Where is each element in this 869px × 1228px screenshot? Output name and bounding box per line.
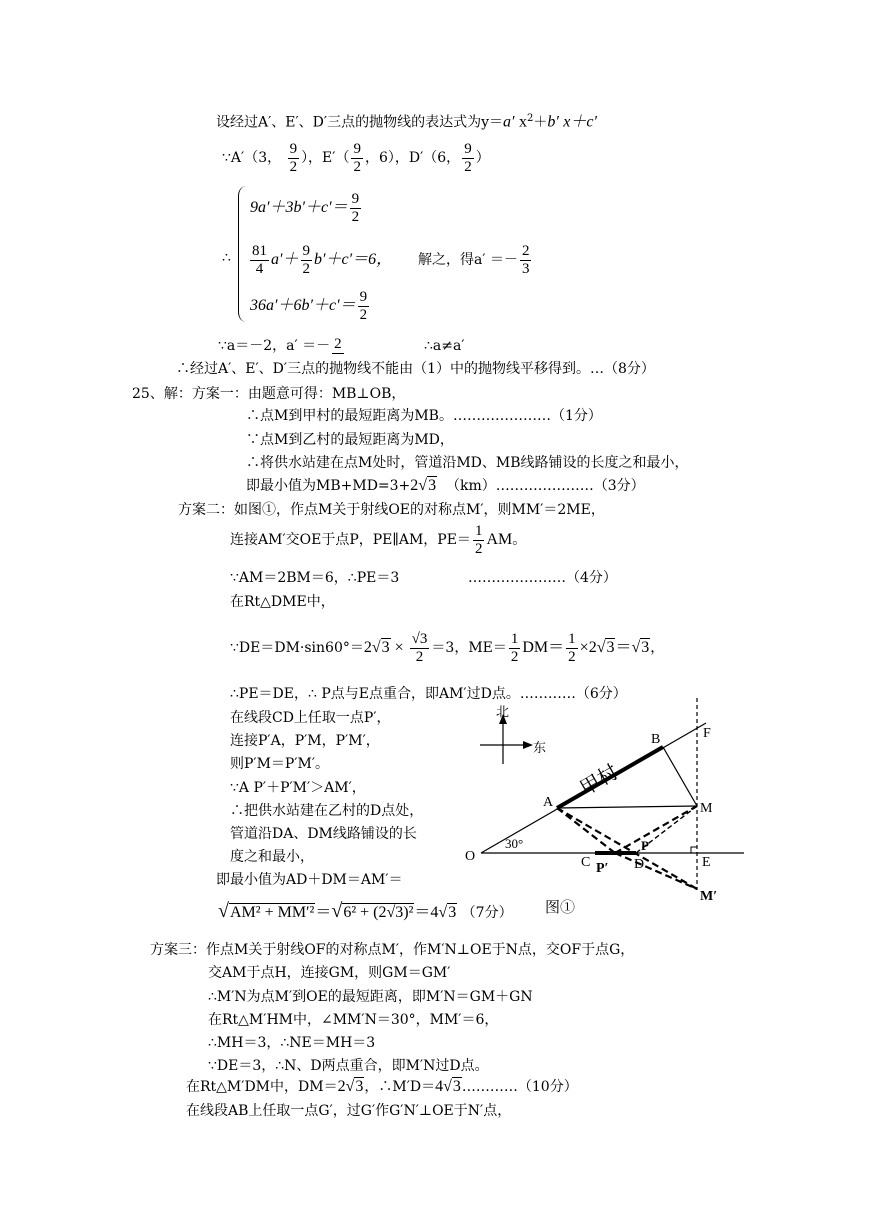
east-label: 东	[533, 740, 547, 755]
math-var: b′	[547, 113, 559, 131]
text-span: ）	[475, 150, 490, 166]
text-span: （km）…………………（3分）	[445, 478, 645, 494]
math-num: 2	[588, 639, 597, 656]
sqrt-symbol: √	[596, 639, 606, 656]
frac-num: 1	[568, 630, 576, 647]
text-span: ＋	[533, 114, 548, 131]
text-line: ∴经过A′、E′、D′三点的抛物线不能由（1）中的抛物线平移得到。…（8分）	[176, 361, 655, 377]
sqrt-radicand: 3	[641, 639, 650, 656]
math-var: c′	[586, 113, 597, 131]
village-label: 甲村	[576, 761, 623, 801]
point-a-label: A	[543, 795, 554, 810]
text-span: 连接AM′交OE于点P，PE∥AM，PE＝	[230, 532, 471, 548]
math-sup: 2	[526, 113, 534, 124]
sqrt-symbol: √	[371, 639, 381, 656]
math-num: 2	[410, 477, 419, 494]
sqrt-radicand: 3	[428, 477, 437, 494]
frac-num: 81	[252, 242, 267, 259]
frac-den: 2	[464, 158, 472, 175]
frac-den: 2	[289, 158, 298, 175]
text-line: ∴将供水站建在点M处时，管道沿MD、MB线路铺设的长度之和最小，	[246, 455, 689, 471]
text-line: 在Rt△M′HM中，∠MM′N＝30°，MM′＝6，	[208, 1012, 499, 1028]
text-line: 方案二：如图①，作点M关于射线OE的对称点M′，则MM′＝2ME，	[178, 502, 605, 518]
text-span: ＝3，ME＝	[431, 640, 507, 656]
text-span: 。	[512, 532, 527, 548]
text-span: ∵a＝－2，a′ ＝－	[218, 338, 331, 354]
text-line: ∴PE＝DE，∴ P点与E点重合，即AM′过D点。…………（6分）	[230, 686, 627, 702]
text-span: ，6），D′（6，	[364, 150, 461, 166]
text-line: 度之和最小，	[230, 849, 314, 865]
frac-num: 9	[353, 140, 361, 157]
text-span: ∵DE＝DM·sin60°＝	[230, 640, 364, 656]
frac-num: 9	[464, 140, 472, 157]
text-line: ∵AM＝2BM＝6，∴PE＝3	[230, 570, 400, 586]
equation-text: 36a′＋6b′＋c′＝	[250, 297, 356, 314]
point-m-label: M	[700, 801, 713, 816]
point-b-label: B	[651, 732, 661, 747]
sqrt-radicand: 3	[452, 1078, 461, 1095]
sqrt-radicand: 3	[448, 904, 457, 921]
frac-num: 2	[334, 336, 342, 352]
math-text: DM	[522, 639, 549, 656]
right-angle-mark	[691, 847, 697, 853]
figure-caption: 图①	[545, 900, 576, 916]
solution-label: 解之，得a′ ＝－	[418, 252, 518, 268]
sqrt-symbol: √	[438, 904, 448, 921]
text-line: 方案三：作点M关于射线OF的对称点M′，作M′N⊥OE于N点，交OF于点G，	[150, 942, 635, 958]
dashed-p-prime-m-prime	[615, 853, 697, 889]
point-m-prime-label: M′	[700, 889, 718, 904]
frac-num: 9	[302, 242, 311, 259]
point-d-label: D	[634, 857, 645, 872]
text-line: ∴a≠a′	[424, 338, 465, 354]
math-text: AM	[486, 531, 513, 548]
text-line: 管道沿DA、DM线路铺设的长	[230, 826, 417, 842]
sqrt-radicand: 3	[606, 639, 615, 656]
math-text: ＝	[548, 639, 565, 656]
math-text: ＝	[315, 904, 332, 921]
sqrt-symbol: √	[631, 639, 641, 656]
text-line: ∴MH＝3，∴NE＝MH＝3	[208, 1035, 376, 1051]
text-span: 即最小值为MB+MD=3+	[246, 478, 411, 494]
text-line: 交AM于点H，连接GM，则GM＝GM′	[208, 965, 451, 981]
text-line: 连接P′A，P′M，P′M′，	[230, 733, 380, 749]
sqrt-radicand: AM² + MM′²	[229, 904, 315, 921]
segment-am	[557, 806, 697, 808]
text-span: ，	[650, 640, 665, 656]
math-var: a′	[503, 113, 515, 131]
sqrt-symbol: √	[218, 900, 229, 922]
sqrt-symbol: √	[443, 1078, 452, 1095]
frac-num: 9	[351, 190, 360, 207]
text-line: 则P′M＝P′M′。	[230, 756, 330, 772]
frac-num: 1	[474, 522, 483, 539]
sqrt-radicand: 6² + (2√3)²	[343, 904, 414, 921]
math-var: x	[518, 113, 527, 131]
angle-label: 30°	[505, 836, 524, 851]
text-span: 在Rt△M′DM中，DM＝	[186, 1079, 338, 1095]
dashed-ap-prime	[557, 808, 615, 853]
text-span: （7分）	[461, 905, 513, 921]
text-span: ∵A′（3，	[222, 150, 282, 166]
sqrt-radicand: 3	[381, 639, 390, 656]
point-e-label: E	[702, 855, 711, 870]
east-arrow-icon	[523, 741, 533, 749]
frac-num: 9	[289, 140, 298, 157]
sqrt-symbol: √	[331, 900, 343, 922]
equation-text: 9a′＋3b′＋c′＝	[250, 199, 348, 216]
equation-text: a′＋	[271, 251, 299, 268]
text-span: 设经过A′、E′、D′三点的抛物线的表达式为y＝	[216, 114, 503, 131]
frac-num: √3	[411, 630, 428, 647]
point-o-label: O	[465, 849, 476, 864]
text-span: ，∴M′D＝	[364, 1079, 436, 1095]
text-line: ∵DE＝DM·sin60°＝2√3 × $\frac{√3}{2}$ ＝3，ME＝ $\frac{1}{2}$ DM＝ $\frac{1}{2}$ ×2√3＝√3，	[230, 630, 665, 665]
text-line: ∴M′N为点M′到OE的最短距离，即M′N＝GM＋GN	[208, 989, 533, 1005]
frac-den: 2	[474, 540, 483, 557]
math-num: 4	[435, 1078, 444, 1095]
frac-den: 2	[568, 648, 576, 665]
frac-den: 4	[255, 260, 264, 277]
frac-den: 2	[353, 158, 361, 175]
frac-den: 3	[521, 260, 530, 277]
frac-den: 2	[302, 260, 311, 277]
text-line: ∴把供水站建在乙村的D点处，	[230, 803, 424, 819]
math-num: 2	[337, 1078, 346, 1095]
text-line: ∵点M到乙村的最短距离为MD，	[246, 432, 454, 448]
sqrt-symbol: √	[345, 1078, 355, 1095]
text-line: ∵A P′＋P′M′＞AM′，	[230, 780, 366, 796]
point-c-label: C	[581, 855, 591, 870]
frac-den: 2	[510, 648, 519, 665]
point-p-label: P	[641, 838, 649, 853]
text-line: 在Rt△DME中，	[230, 594, 335, 610]
text-line: 即最小值为AD＋DM＝AM′＝	[216, 872, 403, 888]
therefore-symbol: ∴	[222, 250, 231, 266]
text-line: 在线段CD上任取一点P′，	[230, 710, 391, 726]
math-var: x＋	[563, 113, 587, 131]
sqrt-symbol: √	[418, 477, 428, 494]
text-line: 在线段AB上任取一点G′，过G′作G′N′⊥OE于N′点，	[186, 1103, 512, 1119]
sqrt-radicand: 3	[355, 1078, 364, 1095]
point-p-prime-label: P′	[596, 861, 609, 876]
frac-num: 1	[510, 630, 519, 647]
frac-den: 2	[415, 648, 424, 665]
text-line: …………………（4分）	[468, 570, 617, 586]
frac-den: 2	[351, 208, 360, 225]
dashed-p-prime-m	[615, 806, 697, 853]
text-span: …………（10分）	[461, 1079, 578, 1095]
text-line: ∵DE＝3，∴N、D两点重合，即M′N过D点。	[208, 1058, 489, 1074]
equation-text: b′＋c′＝6，	[314, 251, 393, 268]
segment-bm	[663, 747, 697, 806]
point-f-label: F	[703, 726, 711, 741]
text-line: 25、解：方案一：由题意可得：MB⊥OB，	[132, 386, 406, 402]
math-num: 2	[363, 639, 372, 656]
text-span: ），E′（	[301, 150, 350, 166]
math-text: ＝4	[414, 904, 439, 921]
text-line: ∴点M到甲村的最短距离为MB。…………………（1分）	[246, 408, 602, 424]
frac-den: 2	[359, 306, 368, 323]
math-text: ＝	[615, 639, 632, 656]
math-text: ×	[579, 639, 589, 656]
dashed-am-prime	[557, 808, 697, 889]
north-label: 北	[496, 704, 510, 719]
frac-num: 9	[359, 288, 368, 305]
frac-num: 2	[521, 242, 530, 259]
